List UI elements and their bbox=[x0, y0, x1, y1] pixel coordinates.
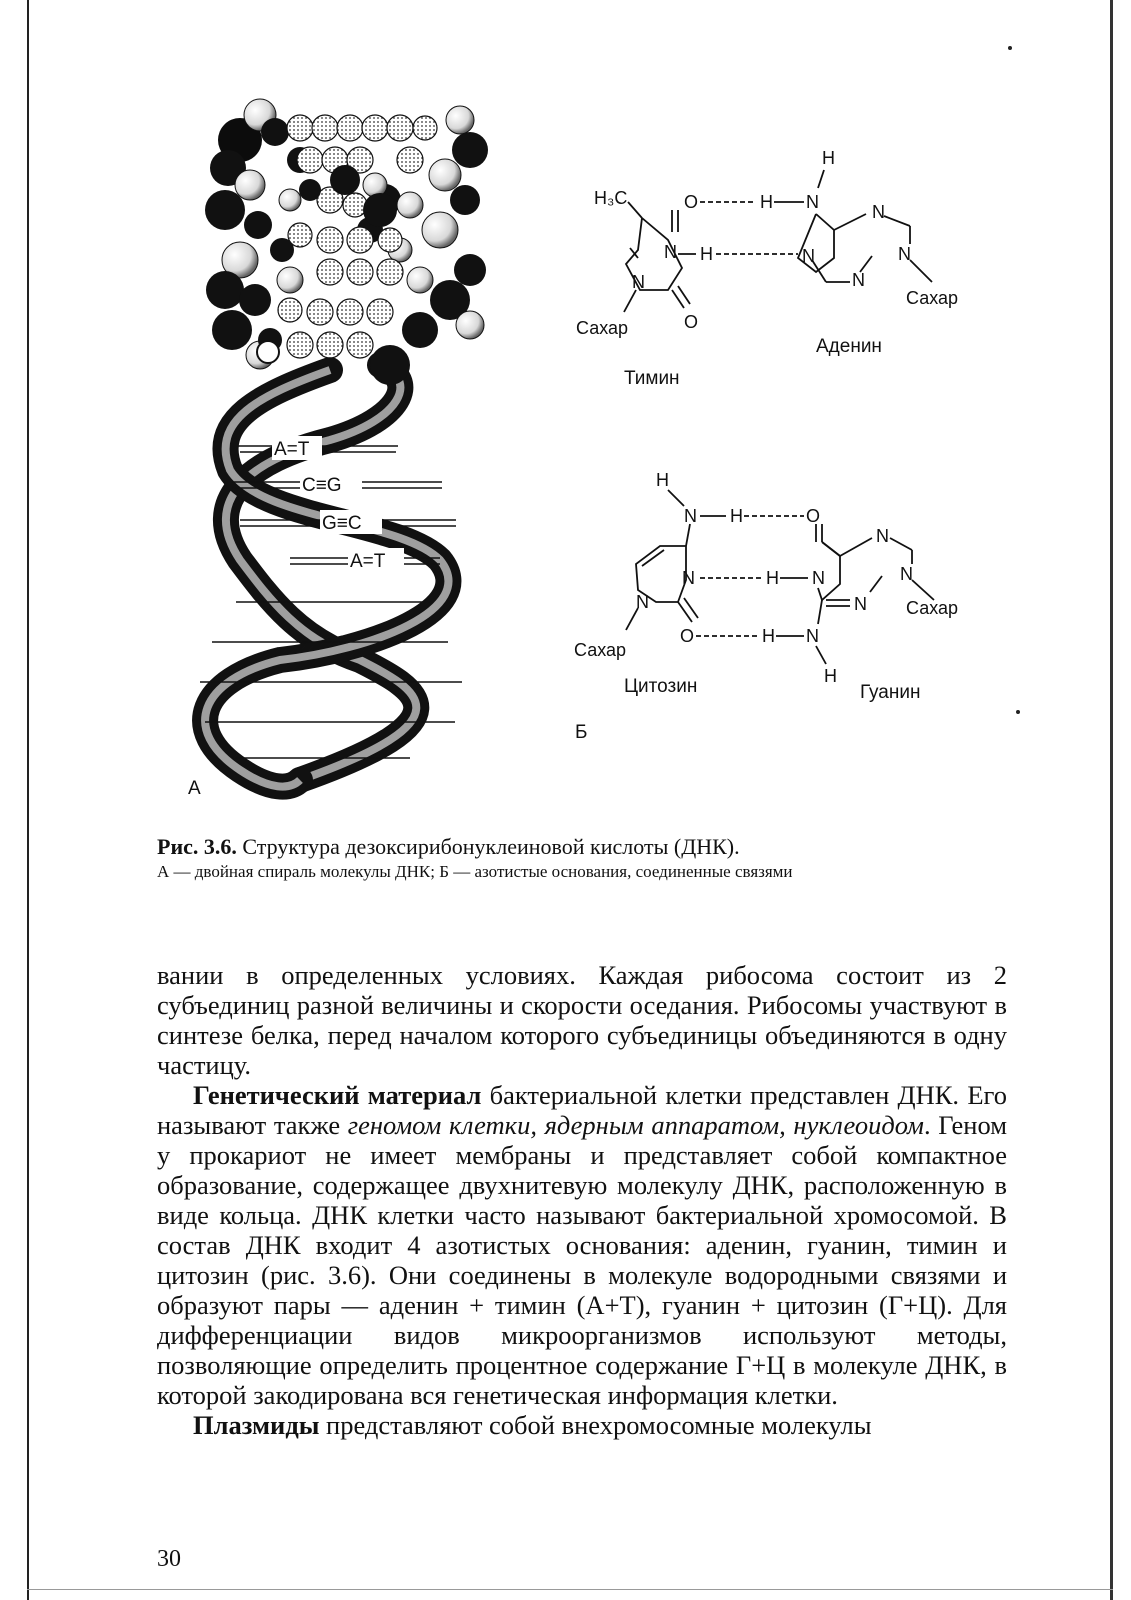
caption-subtitle: А — двойная спираль молекулы ДНК; Б — азотистые основания, соединенные связями bbox=[157, 862, 793, 881]
svg-text:N: N bbox=[900, 564, 913, 584]
cytosine-guanine-structure bbox=[560, 460, 1000, 720]
dna-double-helix-illustration bbox=[0, 0, 520, 800]
svg-text:N: N bbox=[806, 626, 819, 646]
svg-text:N: N bbox=[876, 526, 889, 546]
svg-text:N: N bbox=[872, 202, 885, 222]
figure-number: Рис. 3.6. bbox=[157, 834, 237, 859]
caption-title-text: Структура дезоксирибонуклеиновой кислоты (ДНК). bbox=[242, 834, 740, 859]
base-pair-label: A=T bbox=[274, 439, 310, 460]
base-pair-label: G≡C bbox=[322, 513, 362, 534]
svg-text:N: N bbox=[854, 594, 867, 614]
svg-text:O: O bbox=[684, 312, 699, 332]
caption-title bbox=[157, 834, 1032, 860]
svg-text:O: O bbox=[806, 506, 821, 526]
methyl-group: H₃C bbox=[594, 188, 628, 208]
svg-text:H: H bbox=[762, 626, 775, 646]
term-genetic-material: Генетический материал bbox=[193, 1080, 482, 1110]
scan-edge-bottom bbox=[27, 1589, 1113, 1590]
thymine-adenine-structure bbox=[560, 140, 1000, 400]
svg-text:H: H bbox=[766, 568, 779, 588]
svg-text:O: O bbox=[680, 626, 695, 646]
svg-text:N: N bbox=[802, 246, 815, 266]
term-synonyms: геномом клетки, ядерным аппаратом, нуклеоидом bbox=[347, 1110, 924, 1140]
svg-text:N: N bbox=[898, 244, 911, 264]
base-pair-label: A=T bbox=[350, 551, 386, 572]
svg-text:N: N bbox=[682, 568, 695, 588]
svg-text:Тимин: Тимин bbox=[624, 368, 680, 389]
paragraph: Генетический материал бактериальной клетки представлен ДНК. Его называют также геномом клетки, ядерным аппаратом, нуклеоидом. Геном у прокариот не имеет мембраны и представляет собой компактное образование, содержащее двухнитевую молекулу ДНК, расположенную в виде кольца. ДНК клетки часто называют бактериальной хромосомой. В состав ДНК входит 4 азотистых основания: аденин, гуанин, тимин и цитозин (рис. 3.6). Они соединены в молекуле водородными связями и образуют пары — аденин + тимин (А+Т), гуанин + цитозин (Г+Ц). Для дифференциации видов микроорганизмов используют методы, позволяющие определить процентное содержание Г+Ц в молекуле ДНК, в которой закодирована вся генетическая информация клетки. bbox=[157, 1080, 1008, 1410]
paragraph: Плазмиды представляют собой внехромосомные молекулы bbox=[193, 1410, 872, 1440]
svg-text:N: N bbox=[636, 592, 649, 612]
svg-text:Сахар: Сахар bbox=[576, 318, 629, 338]
page-number: 30 bbox=[157, 1546, 181, 1572]
body-text bbox=[157, 960, 1007, 1440]
term-plasmids: Плазмиды bbox=[193, 1410, 320, 1440]
svg-text:Сахар: Сахар bbox=[574, 640, 627, 660]
svg-text:Аденин: Аденин bbox=[816, 336, 882, 357]
figure-caption bbox=[157, 834, 1032, 882]
svg-text:H: H bbox=[730, 506, 743, 526]
paragraph: вании в определенных условиях. Каждая рибосома состоит из 2 субъединиц разной величины и скорости оседания. Рибосомы участвуют в синтезе белка, перед началом которого субъединицы объединяются в одну частицу. bbox=[157, 960, 1007, 1080]
svg-text:N: N bbox=[632, 272, 645, 292]
svg-text:N: N bbox=[806, 192, 819, 212]
svg-text:Гуанин: Гуанин bbox=[860, 682, 921, 703]
svg-text:Сахар: Сахар bbox=[906, 598, 959, 618]
svg-text:N: N bbox=[664, 242, 677, 262]
svg-text:H: H bbox=[656, 470, 669, 490]
svg-text:H: H bbox=[700, 244, 713, 264]
svg-text:H: H bbox=[822, 148, 835, 168]
helix-strand-1 bbox=[226, 365, 416, 780]
svg-text:N: N bbox=[852, 270, 865, 290]
svg-text:O: O bbox=[684, 192, 699, 212]
base-pair-label: C≡G bbox=[302, 475, 342, 496]
space-filling-atoms bbox=[205, 99, 488, 385]
svg-text:Сахар: Сахар bbox=[906, 288, 959, 308]
svg-text:N: N bbox=[812, 568, 825, 588]
svg-text:Цитозин: Цитозин bbox=[624, 676, 698, 697]
svg-text:H: H bbox=[760, 192, 773, 212]
svg-text:H: H bbox=[824, 666, 837, 686]
figure-label-a: А bbox=[188, 778, 201, 799]
svg-text:N: N bbox=[684, 506, 697, 526]
figure-label-b: Б bbox=[575, 722, 588, 743]
